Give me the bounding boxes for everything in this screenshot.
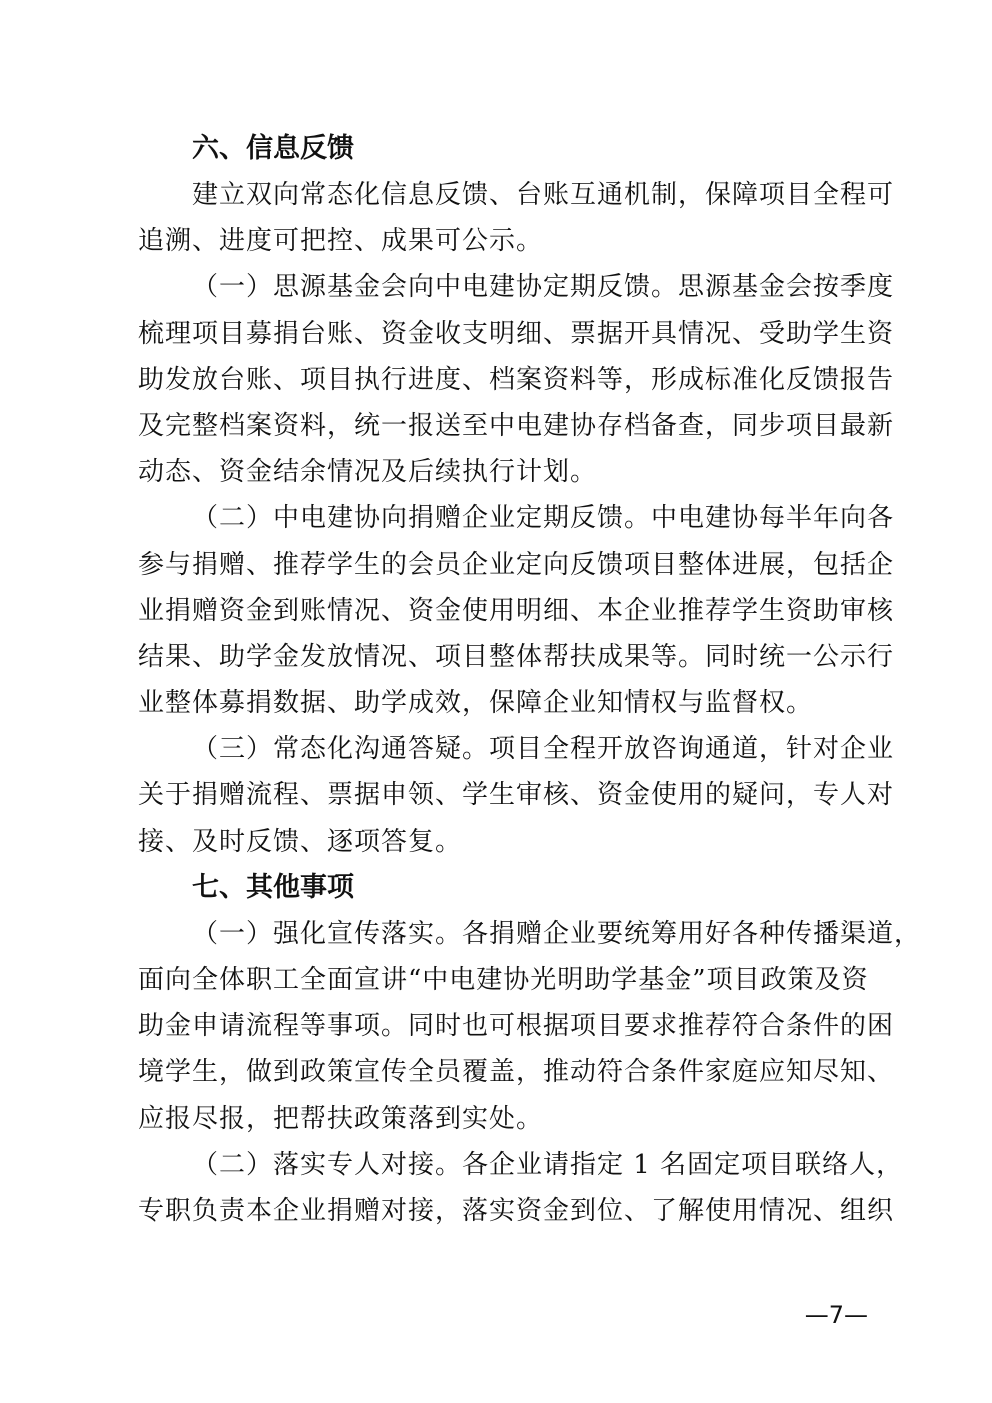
paragraph [138,911,922,1142]
text-line: 结果、助学金发放情况、项目整体帮扶成果等。同时统一公示行 [138,641,895,672]
text-line: （三）常态化沟通答疑。项目全程开放咨询通道，针对企业 [192,734,895,765]
text-line: 动态、资金结余情况及后续执行计划。 [138,457,598,488]
text-line: 业整体募捐数据、助学成效，保障企业知情权与监督权。 [138,688,814,719]
text-line: 参与捐赠、推荐学生的会员企业定向反馈项目整体进展，包括企 [138,549,895,580]
text-line: （一）强化宣传落实。各捐赠企业要统筹用好各种传播渠道， [192,918,922,949]
paragraph [138,726,895,865]
text-line: （二）中电建协向捐赠企业定期反馈。中电建协每半年向各 [192,503,895,534]
text-line: 追溯、进度可把控、成果可公示。 [138,226,544,257]
text-line: 接、及时反馈、逐项答复。 [138,826,463,857]
text-line: 梳理项目募捐台账、资金收支明细、票据开具情况、受助学生资 [138,318,895,349]
text-line: （二）落实专人对接。各企业请指定 1 名固定项目联络人， [192,1149,904,1180]
paragraph [138,1142,904,1234]
paragraph [138,495,895,726]
text-line: 业捐赠资金到账情况、资金使用明细、本企业推荐学生资助审核 [138,595,895,626]
text-line: 应报尽报，把帮扶政策落到实处。 [138,1103,544,1134]
paragraph [138,264,895,495]
section-heading: 七、其他事项 [192,871,354,903]
text-line: （一）思源基金会向中电建协定期反馈。思源基金会按季度 [192,272,895,303]
text-line: 面向全体职工全面宣讲“中电建协光明助学基金”项目政策及资 [138,965,869,995]
text-line: 关于捐赠流程、票据申领、学生审核、资金使用的疑问，专人对 [138,780,895,811]
text-line: 助金申请流程等事项。同时也可根据项目要求推荐符合条件的困 [138,1011,895,1042]
text-line: 专职负责本企业捐赠对接，落实资金到位、了解使用情况、组织 [138,1195,895,1226]
text-line: 建立双向常态化信息反馈、台账互通机制，保障项目全程可 [192,180,895,210]
text-line: 助发放台账、项目执行进度、档案资料等，形成标准化反馈报告 [138,364,895,395]
section-heading: 六、信息反馈 [192,133,354,164]
text-line: 境学生，做到政策宣传全员覆盖，推动符合条件家庭应知尽知、 [138,1057,895,1088]
text-line: 及完整档案资料，统一报送至中电建协存档备查，同步项目最新 [138,410,895,441]
page-number: —7— [804,1301,868,1329]
document-body [138,126,922,1234]
paragraph [138,172,895,264]
